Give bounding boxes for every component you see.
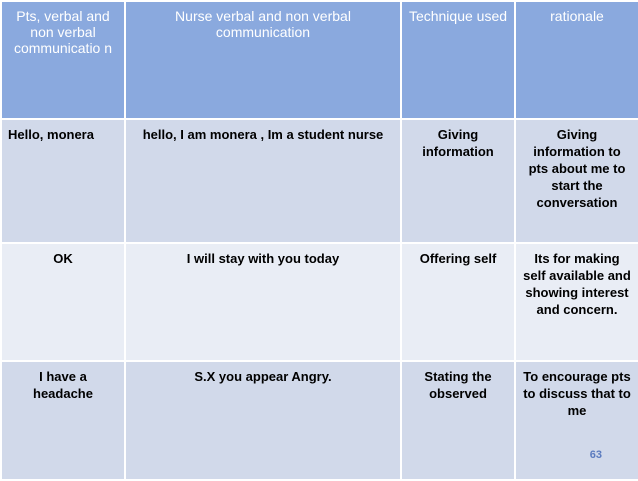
table-row [1, 243, 638, 361]
patient-cell: I have a headache [1, 361, 125, 480]
patient-cell: Hello, monera [1, 119, 125, 243]
header-patient-communication: Pts, verbal and non verbal communicatio n [1, 1, 125, 119]
patient-cell: OK [1, 243, 125, 361]
nurse-cell: I will stay with you today [125, 243, 401, 361]
header-row [1, 1, 638, 119]
nurse-cell: hello, I am monera , Im a student nurse [125, 119, 401, 243]
technique-cell: Stating the observed [401, 361, 515, 480]
header-technique: Technique used [401, 1, 515, 119]
page-number: 63 [589, 449, 602, 461]
table-row [1, 361, 638, 480]
technique-cell: Offering self [401, 243, 515, 361]
header-rationale: rationale [515, 1, 638, 119]
rationale-cell: To encourage pts to discuss that to me [515, 361, 638, 480]
rationale-cell: Giving information to pts about me to start the conversation [515, 119, 638, 243]
rationale-cell: Its for making self available and showing interest and concern. [515, 243, 638, 361]
table-row [1, 119, 638, 243]
nurse-cell: S.X you appear Angry. [125, 361, 401, 480]
technique-cell: Giving information [401, 119, 515, 243]
header-nurse-communication: Nurse verbal and non verbal communication [125, 1, 401, 119]
